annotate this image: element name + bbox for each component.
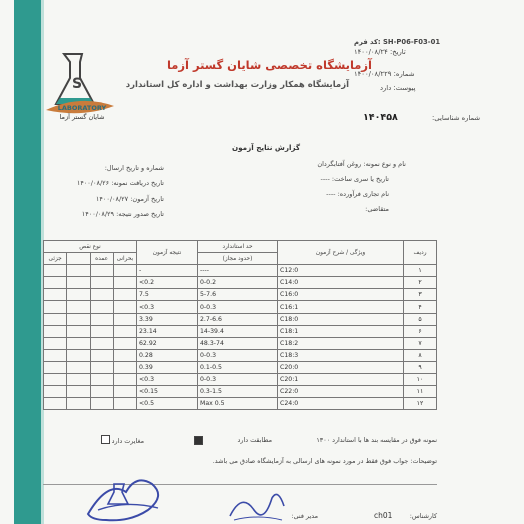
row-characteristic: C18:0 bbox=[278, 313, 404, 325]
notes-text: توضیحات: جواب فوق فقط در مورد نمونه های ارسالی به آزمایشگاه صادق می باشد. bbox=[212, 457, 437, 465]
row-major bbox=[90, 325, 113, 337]
row-blank bbox=[67, 337, 90, 349]
row-limit: 0-0.3 bbox=[198, 301, 278, 313]
row-number: ۱۰ bbox=[404, 374, 437, 386]
row-minor bbox=[44, 361, 67, 373]
logo-caption: LABORATORY bbox=[57, 104, 107, 112]
row-result: 3.39 bbox=[137, 313, 198, 325]
results-table-body bbox=[44, 265, 437, 410]
row-minor bbox=[44, 398, 67, 410]
row-result: 23.14 bbox=[137, 325, 198, 337]
lab-subtitle: آزمایشگاه همکار وزارت بهداشت و اداره کل استاندارد bbox=[125, 80, 349, 90]
info-receive-date: تاریخ دریافت نمونه: ۱۴۰۰/۰۸/۲۶ bbox=[76, 179, 164, 187]
table-row bbox=[44, 301, 437, 313]
row-limit: 0-0.3 bbox=[198, 374, 278, 386]
table-row bbox=[44, 313, 437, 325]
form-code: کد فرم: SH-P06-F03-01 bbox=[354, 38, 441, 46]
svg-text:S: S bbox=[72, 76, 83, 92]
info-sample-name: نام و نوع نمونه: روغن آفتابگردان bbox=[317, 160, 406, 168]
col-result-header: نتیجه آزمون bbox=[137, 241, 198, 265]
row-minor bbox=[44, 313, 67, 325]
lab-stamp-icon bbox=[78, 470, 174, 524]
row-characteristic: C24:0 bbox=[278, 398, 404, 410]
row-critical bbox=[113, 265, 136, 277]
row-critical bbox=[113, 289, 136, 301]
col-blank-header bbox=[67, 253, 90, 265]
row-major bbox=[90, 265, 113, 277]
row-minor bbox=[44, 325, 67, 337]
row-result: <0.3 bbox=[137, 301, 198, 313]
col-defect-type-header: نوع نقص bbox=[44, 241, 137, 253]
row-blank bbox=[67, 386, 90, 398]
row-critical bbox=[113, 277, 136, 289]
row-characteristic: C18:1 bbox=[278, 325, 404, 337]
info-brand: نام تجاری فرآورده: ---- bbox=[326, 190, 389, 198]
date-line: تاریخ: ۱۴۰۰/۰۸/۲۴ bbox=[354, 48, 406, 56]
table-row bbox=[44, 386, 437, 398]
row-number: ۹ bbox=[404, 361, 437, 373]
row-minor bbox=[44, 374, 67, 386]
row-critical bbox=[113, 313, 136, 325]
row-result: - bbox=[137, 265, 198, 277]
row-result: <0.2 bbox=[137, 277, 198, 289]
row-result: 0.39 bbox=[137, 361, 198, 373]
info-applicant: متقاضی: bbox=[365, 205, 389, 213]
conform-checkbox[interactable] bbox=[194, 436, 203, 445]
col-limit-subheader: (حدود مجاز) bbox=[198, 253, 278, 265]
row-blank bbox=[67, 374, 90, 386]
row-result: <0.3 bbox=[137, 374, 198, 386]
row-limit: Max 0.5 bbox=[198, 398, 278, 410]
col-critical-header: بحرانی bbox=[113, 253, 136, 265]
conform-label: مطابقت دارد bbox=[237, 436, 272, 444]
row-critical bbox=[113, 337, 136, 349]
info-issue-date: تاریخ صدور نتیجه: ۱۴۰۰/۰۸/۲۹ bbox=[81, 210, 164, 218]
row-blank bbox=[67, 313, 90, 325]
expert-label: کارشناس: bbox=[409, 512, 437, 520]
table-row bbox=[44, 289, 437, 301]
number-line: شماره: ۱۴۰۰/۰۸/۲۲۹ bbox=[354, 70, 415, 78]
row-major bbox=[90, 337, 113, 349]
table-row bbox=[44, 265, 437, 277]
row-critical bbox=[113, 374, 136, 386]
row-blank bbox=[67, 277, 90, 289]
row-major bbox=[90, 398, 113, 410]
row-major bbox=[90, 289, 113, 301]
row-minor bbox=[44, 337, 67, 349]
col-major-header: عمده bbox=[90, 253, 113, 265]
row-major bbox=[90, 374, 113, 386]
row-minor bbox=[44, 349, 67, 361]
row-number: ۱ bbox=[404, 265, 437, 277]
col-limit-header: حد استاندارد bbox=[198, 241, 278, 253]
row-major bbox=[90, 361, 113, 373]
row-minor bbox=[44, 277, 67, 289]
serial-number: ۱۴۰۴۵۸ bbox=[363, 112, 398, 123]
row-limit: 0.1-0.5 bbox=[198, 361, 278, 373]
table-row bbox=[44, 398, 437, 410]
row-major bbox=[90, 301, 113, 313]
logo-subtitle: شایان گستر آزما bbox=[59, 113, 105, 121]
table-row bbox=[44, 337, 437, 349]
info-batch: تاریخ یا سری ساخت: ---- bbox=[320, 175, 389, 183]
conformity-statement: نمونه فوق در مقایسه بند ها با استاندارد ۱۳۰۰ bbox=[316, 436, 437, 444]
row-result: 7.5 bbox=[137, 289, 198, 301]
row-critical bbox=[113, 386, 136, 398]
side-color-bar bbox=[14, 0, 41, 524]
col-characteristic-header: ویژگی / شرح آزمون bbox=[278, 241, 404, 265]
row-limit: 0-0.3 bbox=[198, 349, 278, 361]
table-row bbox=[44, 361, 437, 373]
row-characteristic: C12:0 bbox=[278, 265, 404, 277]
expert-value: ch01 bbox=[374, 511, 393, 520]
row-number: ۱۱ bbox=[404, 386, 437, 398]
row-number: ۳ bbox=[404, 289, 437, 301]
row-characteristic: C16:1 bbox=[278, 301, 404, 313]
row-limit: 48.3-74 bbox=[198, 337, 278, 349]
row-major bbox=[90, 277, 113, 289]
row-blank bbox=[67, 289, 90, 301]
report-title: گزارش نتایج آزمون bbox=[232, 143, 301, 152]
row-characteristic: C18:3 bbox=[278, 349, 404, 361]
row-minor bbox=[44, 265, 67, 277]
lab-name: آزمایشگاه تخصصی شایان گستر آزما bbox=[166, 58, 372, 72]
row-blank bbox=[67, 361, 90, 373]
row-result: <0.5 bbox=[137, 398, 198, 410]
info-send-number: شماره و تاریخ ارسال: bbox=[104, 164, 164, 172]
info-test-date: تاریخ آزمون: ۱۴۰۰/۰۸/۲۷ bbox=[95, 195, 164, 203]
row-number: ۵ bbox=[404, 313, 437, 325]
row-limit: 0-0.2 bbox=[198, 277, 278, 289]
row-blank bbox=[67, 301, 90, 313]
row-number: ۶ bbox=[404, 325, 437, 337]
row-limit: 0.3-1.5 bbox=[198, 386, 278, 398]
row-result: <0.15 bbox=[137, 386, 198, 398]
table-row bbox=[44, 349, 437, 361]
row-critical bbox=[113, 301, 136, 313]
nonconform-label: مغایرت دارد bbox=[111, 437, 144, 445]
row-blank bbox=[67, 265, 90, 277]
row-result: 62.92 bbox=[137, 337, 198, 349]
row-limit: 14-39.4 bbox=[198, 325, 278, 337]
table-row bbox=[44, 374, 437, 386]
row-limit: 5-7.6 bbox=[198, 289, 278, 301]
row-critical bbox=[113, 361, 136, 373]
row-major bbox=[90, 349, 113, 361]
col-row-header: ردیف bbox=[404, 241, 437, 265]
manager-label: مدیر فنی: bbox=[291, 512, 318, 520]
row-minor bbox=[44, 289, 67, 301]
row-characteristic: C14:0 bbox=[278, 277, 404, 289]
row-number: ۴ bbox=[404, 301, 437, 313]
row-major bbox=[90, 313, 113, 325]
row-blank bbox=[67, 349, 90, 361]
manager-signature-icon bbox=[224, 486, 288, 524]
row-blank bbox=[67, 325, 90, 337]
row-minor bbox=[44, 386, 67, 398]
row-characteristic: C22:0 bbox=[278, 386, 404, 398]
row-blank bbox=[67, 398, 90, 410]
row-characteristic: C18:2 bbox=[278, 337, 404, 349]
row-number: ۲ bbox=[404, 277, 437, 289]
attachment-line: پیوست: دارد bbox=[380, 84, 416, 92]
row-critical bbox=[113, 398, 136, 410]
col-minor-header: جزئی bbox=[44, 253, 67, 265]
serial-label: شماره شناسایی: bbox=[432, 114, 481, 122]
results-table bbox=[43, 240, 437, 410]
row-number: ۱۲ bbox=[404, 398, 437, 410]
nonconform-checkbox[interactable] bbox=[101, 435, 110, 444]
row-critical bbox=[113, 325, 136, 337]
row-major bbox=[90, 386, 113, 398]
row-number: ۷ bbox=[404, 337, 437, 349]
row-characteristic: C20:0 bbox=[278, 361, 404, 373]
row-critical bbox=[113, 349, 136, 361]
row-characteristic: C16:0 bbox=[278, 289, 404, 301]
row-minor bbox=[44, 301, 67, 313]
row-limit: 2.7-6.6 bbox=[198, 313, 278, 325]
table-row bbox=[44, 325, 437, 337]
row-result: 0.28 bbox=[137, 349, 198, 361]
row-limit: ---- bbox=[198, 265, 278, 277]
row-number: ۸ bbox=[404, 349, 437, 361]
lab-logo-icon bbox=[42, 48, 118, 138]
table-row bbox=[44, 277, 437, 289]
row-characteristic: C20:1 bbox=[278, 374, 404, 386]
